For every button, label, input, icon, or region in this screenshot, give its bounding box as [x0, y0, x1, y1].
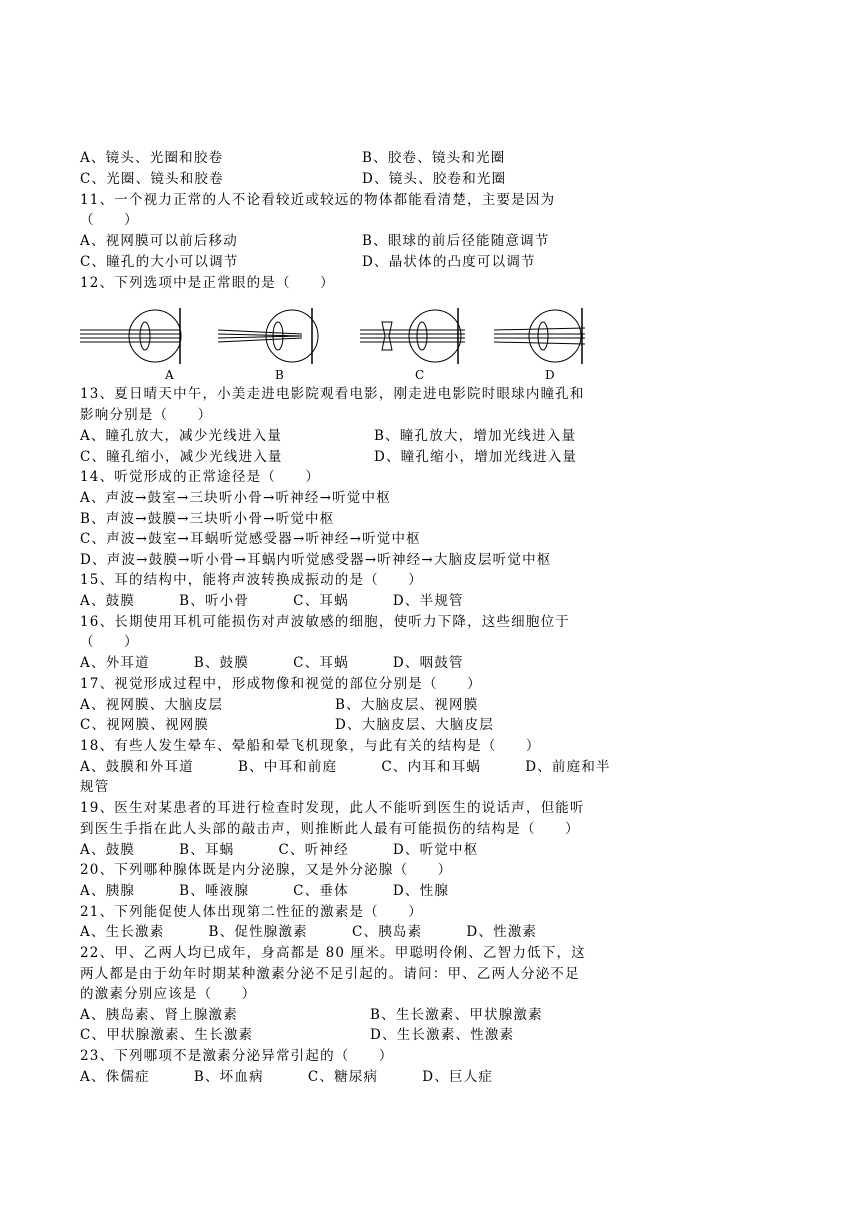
q11-option-c: C、瞳孔的大小可以调节 — [80, 254, 239, 270]
q23-stem: 23、下列哪项不是激素分泌异常引起的（ ） — [80, 1048, 394, 1064]
q22-option-d: D、生长激素、性激素 — [370, 1027, 515, 1043]
q17-option-a: A、视网膜、大脑皮层 — [80, 697, 224, 713]
q20-stem: 20、下列哪种腺体既是内分泌腺，又是外分泌腺（ ） — [80, 862, 453, 878]
q14-option-a: A、声波→鼓室→三块听小骨→听神经→听觉中枢 — [80, 490, 391, 506]
q17-stem: 17、视觉形成过程中，形成物像和视觉的部位分别是（ ） — [80, 676, 482, 692]
q16-options: A、外耳道 B、鼓膜 C、耳蜗 D、咽鼓管 — [80, 655, 464, 671]
q13-option-b: B、瞳孔放大，增加光线进入量 — [374, 428, 577, 444]
q13-stem-cont: 影响分别是（ ） — [80, 407, 213, 423]
q22-stem-cont2: 的激素分别应该是（ ） — [80, 986, 257, 1002]
q12-stem: 12、下列选项中是正常眼的是（ ） — [80, 275, 335, 291]
q10-option-a: A、镜头、光圈和胶卷 — [80, 150, 224, 166]
q18-options-cont: 规管 — [80, 779, 110, 795]
q22-option-a: A、胰岛素、肾上腺激素 — [80, 1007, 238, 1023]
q17-option-b: B、大脑皮层、视网膜 — [335, 697, 479, 713]
q10-option-b: B、胶卷、镜头和光圈 — [362, 150, 506, 166]
figure-label-d: D — [545, 368, 555, 382]
q10-option-c: C、光圈、镜头和胶卷 — [80, 171, 224, 187]
q11-stem: 11、一个视力正常的人不论看较近或较远的物体都能看清楚，主要是因为 — [80, 192, 556, 208]
q19-stem-cont: 到医生手指在此人头部的敲击声，则推断此人最有可能损伤的结构是（ ） — [80, 821, 580, 837]
q15-options: A、鼓膜 B、听小骨 C、耳蜗 D、半规管 — [80, 593, 464, 609]
q19-options: A、鼓膜 B、耳蜗 C、听神经 D、听觉中枢 — [80, 842, 479, 858]
q11-option-d: D、晶状体的凸度可以调节 — [362, 254, 536, 270]
q14-option-c: C、声波→鼓室→耳蜗听觉感受器→听神经→听觉中枢 — [80, 531, 421, 547]
q16-stem: 16、长期使用耳机可能损伤对声波敏感的细胞，使听力下降，这些细胞位于 — [80, 614, 570, 630]
q13-option-c: C、瞳孔缩小，减少光线进入量 — [80, 449, 283, 465]
figure-label-a: A — [165, 368, 174, 382]
eye-diagram-c — [360, 308, 465, 364]
q23-options: A、侏儒症 B、坏血病 C、糖尿病 D、巨人症 — [80, 1069, 494, 1085]
q19-stem: 19、医生对某患者的耳进行检查时发现，此人不能听到医生的说话声，但能听 — [80, 800, 585, 816]
eye-diagrams-figure — [80, 306, 600, 366]
q22-stem-cont: 两人都是由于幼年时期某种激素分泌不足引起的。请问：甲、乙两人分泌不足 — [80, 966, 580, 982]
q22-option-b: B、生长激素、甲状腺激素 — [370, 1007, 543, 1023]
eye-diagram-b — [218, 308, 318, 364]
figure-label-c: C — [415, 368, 425, 382]
q13-option-a: A、瞳孔放大，减少光线进入量 — [80, 428, 283, 444]
q10-option-d: D、镜头、胶卷和光圈 — [362, 171, 507, 187]
q14-option-d: D、声波→鼓膜→听小骨→耳蜗内听觉感受器→听神经→大脑皮层听觉中枢 — [80, 552, 552, 568]
q15-stem: 15、耳的结构中，能将声波转换成振动的是（ ） — [80, 572, 423, 588]
q22-option-c: C、甲状腺激素、生长激素 — [80, 1027, 254, 1043]
q13-stem: 13、夏日晴天中午，小美走进电影院观看电影，刚走进电影院时眼球内瞳孔和 — [80, 386, 585, 402]
q14-stem: 14、听觉形成的正常途径是（ ） — [80, 469, 321, 485]
q20-options: A、胰腺 B、唾液腺 C、垂体 D、性腺 — [80, 883, 450, 899]
q17-option-c: C、视网膜、视网膜 — [80, 717, 210, 733]
figure-label-b: B — [275, 368, 284, 382]
q11-blank: （ ） — [80, 212, 139, 228]
q16-blank: （ ） — [80, 634, 139, 650]
eye-diagram-a — [80, 308, 181, 364]
eye-diagram-d — [494, 308, 585, 364]
q21-stem: 21、下列能促使人体出现第二性征的激素是（ ） — [80, 904, 423, 920]
q11-option-a: A、视网膜可以前后移动 — [80, 233, 238, 249]
q17-option-d: D、大脑皮层、大脑皮层 — [335, 717, 495, 733]
q18-options: A、鼓膜和外耳道 B、中耳和前庭 C、内耳和耳蜗 D、前庭和半 — [80, 759, 611, 775]
q14-option-b: B、声波→鼓膜→三块听小骨→听觉中枢 — [80, 511, 335, 527]
q11-option-b: B、眼球的前后径能随意调节 — [362, 233, 550, 249]
q18-stem: 18、有些人发生晕车、晕船和晕飞机现象，与此有关的结构是（ ） — [80, 738, 541, 754]
q22-stem: 22、甲、乙两人均已成年，身高都是 80 厘米。甲聪明伶俐、乙智力低下，这 — [80, 945, 586, 961]
q13-option-d: D、瞳孔缩小，增加光线进入量 — [374, 449, 578, 465]
q21-options: A、生长激素 B、促性腺激素 C、胰岛素 D、性激素 — [80, 924, 538, 940]
